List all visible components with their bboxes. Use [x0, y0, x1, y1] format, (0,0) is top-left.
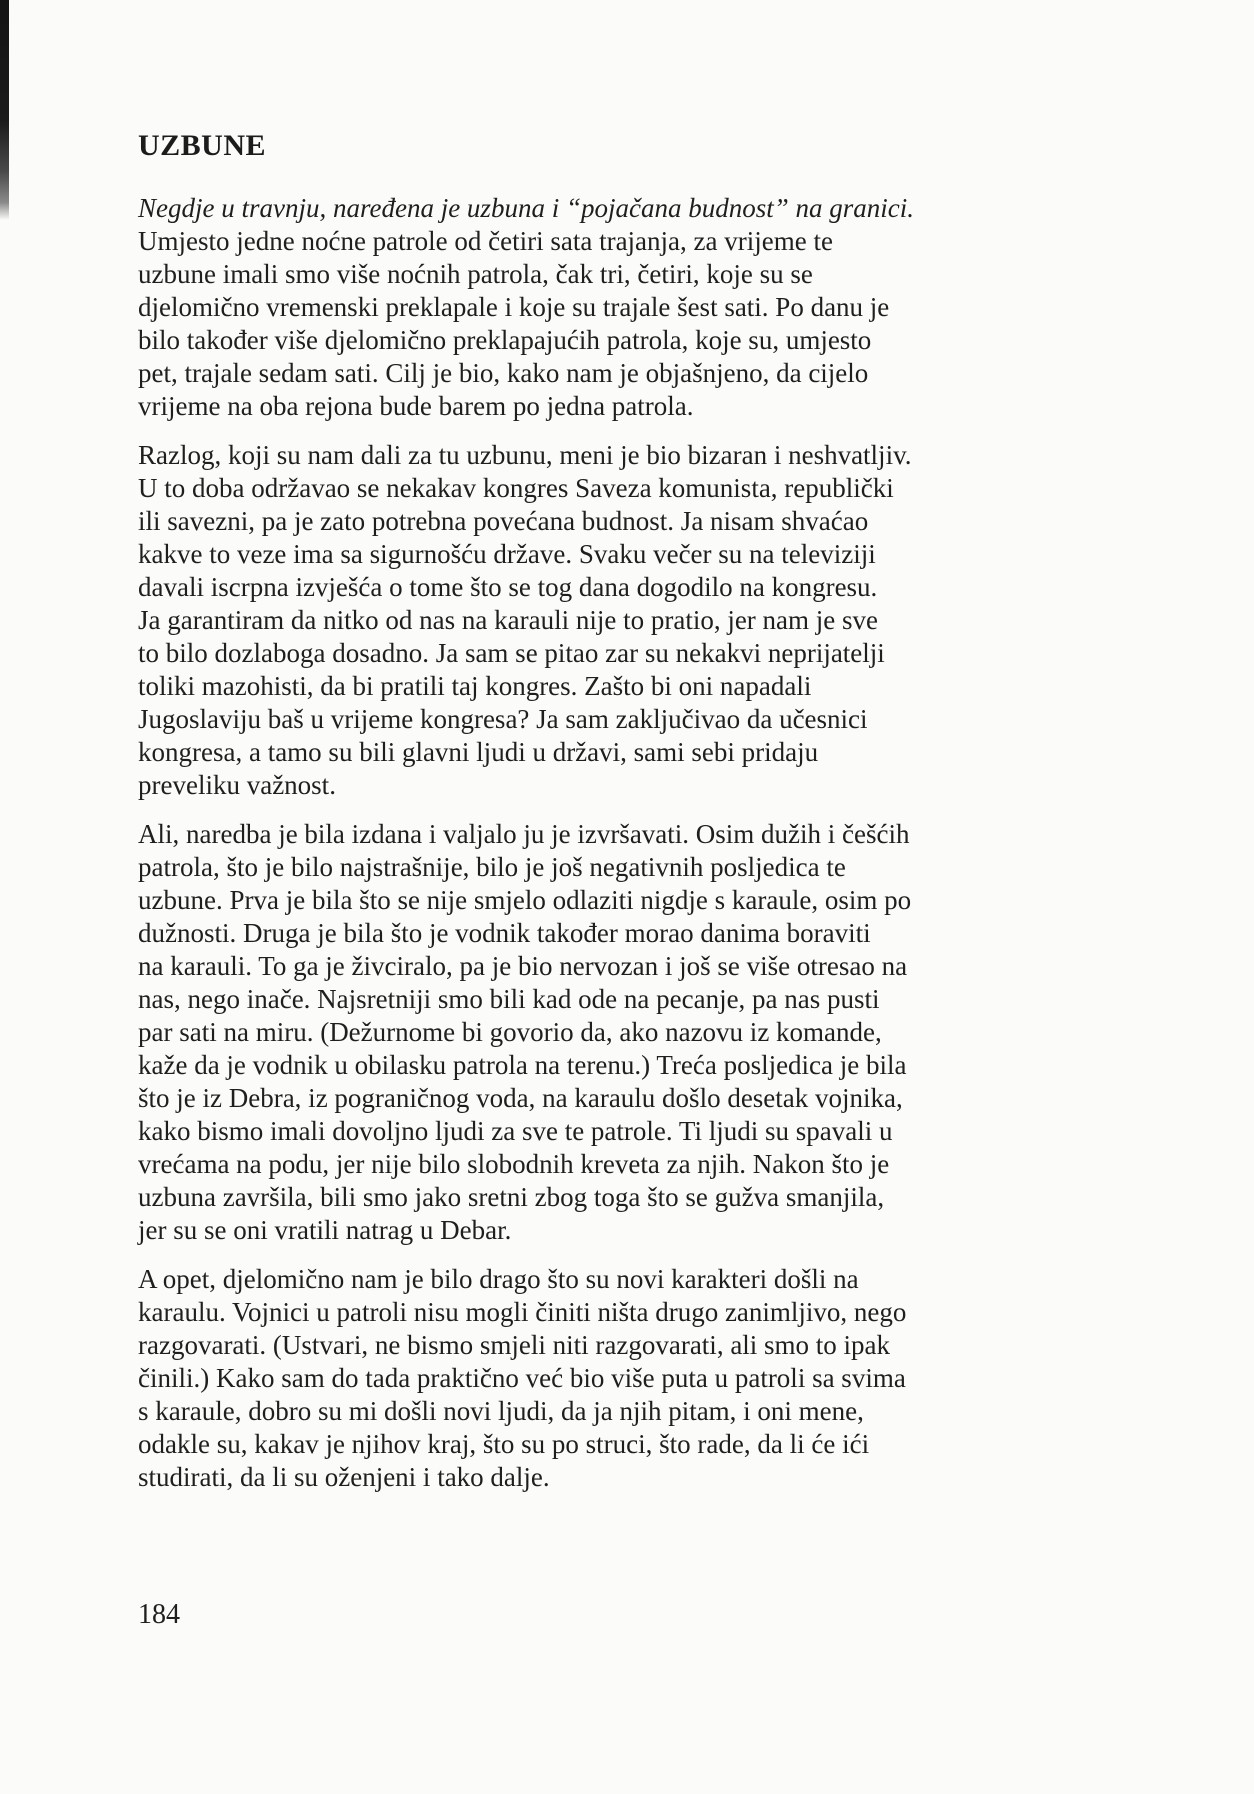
text-line: Ali, naredba je bila izdana i valjalo ju je izvršavati. Osim dužih i češćih	[138, 819, 910, 849]
chapter-title: UZBUNE	[138, 129, 267, 162]
text-line: studirati, da li su oženjeni i tako dalje.	[138, 1462, 550, 1492]
paragraph	[138, 818, 1128, 1247]
text-line: dužnosti. Druga je bila što je vodnik također morao danima boraviti	[138, 918, 871, 948]
text-line: U to doba održavao se nekakav kongres Saveza komunista, republički	[138, 473, 894, 503]
text-line: ili savezni, pa je zato potrebna povećana budnost. Ja nisam shvaćao	[138, 506, 869, 536]
text-line: Jugoslaviju baš u vrijeme kongresa? Ja sam zaključivao da učesnici	[138, 704, 868, 734]
text-line: par sati na miru. (Dežurnome bi govorio da, ako nazovu iz komande,	[138, 1017, 882, 1047]
text-line: patrola, što je bilo najstrašnije, bilo je još negativnih posljedica te	[138, 852, 846, 882]
text-line: bilo također više djelomično preklapajućih patrola, koje su, umjesto	[138, 325, 872, 355]
text-line: što je iz Debra, iz pograničnog voda, na karaulu došlo desetak vojnika,	[138, 1083, 903, 1113]
text-line: davali iscrpna izvješća o tome što se tog dana dogodilo na kongresu.	[138, 572, 878, 602]
text-line: Ja garantiram da nitko od nas na karauli nije to pratio, jer nam je sve	[138, 605, 879, 635]
text-line: uzbuna završila, bili smo jako sretni zbog toga što se gužva smanjila,	[138, 1182, 885, 1212]
text-line: toliki mazohisti, da bi pratili taj kongres. Zašto bi oni napadali	[138, 671, 812, 701]
text-line: kaže da je vodnik u obilasku patrola na terenu.) Treća posljedica je bila	[138, 1050, 907, 1080]
text-line: kakve to veze ima sa sigurnošću države. Svaku večer su na televiziji	[138, 539, 876, 569]
text-line: razgovarati. (Ustvari, ne bismo smjeli niti razgovarati, ali smo to ipak	[138, 1330, 891, 1360]
text-line: vrećama na podu, jer nije bilo slobodnih kreveta za njih. Nakon što je	[138, 1149, 890, 1179]
text-line: A opet, djelomično nam je bilo drago što su novi karakteri došli na	[138, 1264, 859, 1294]
text-line: jer su se oni vratili natrag u Debar.	[138, 1215, 512, 1245]
text-line: činili.) Kako sam do tada praktično već bio više puta u patroli sa svima	[138, 1363, 906, 1393]
text-line: uzbune imali smo više noćnih patrola, čak tri, četiri, koje su se	[138, 259, 813, 289]
text-line: odakle su, kakav je njihov kraj, što su po struci, što rade, da li će ići	[138, 1429, 870, 1459]
text-line: karaulu. Vojnici u patroli nisu mogli činiti ništa drugo zanimljivo, nego	[138, 1297, 907, 1327]
text-line: na karauli. To ga je živciralo, pa je bio nervozan i još se više otresao na	[138, 951, 908, 981]
text-line: nas, nego inače. Najsretniji smo bili kad ode na pecanje, pa nas pusti	[138, 984, 880, 1014]
text-line: vrijeme na oba rejona bude barem po jedna patrola.	[138, 391, 694, 421]
paragraph	[138, 1263, 1128, 1494]
text-line: Umjesto jedne noćne patrole od četiri sata trajanja, za vrijeme te	[138, 226, 833, 256]
text-line: djelomično vremenski preklapale i koje su trajale šest sati. Po danu je	[138, 292, 890, 322]
page-content	[138, 130, 1128, 1494]
paragraph	[138, 192, 1128, 423]
text-line: to bilo dozlaboga dosadno. Ja sam se pitao zar su nekakvi neprijatelji	[138, 638, 885, 668]
page-number: 184	[138, 1599, 180, 1630]
text-line: kongresa, a tamo su bili glavni ljudi u državi, sami sebi pridaju	[138, 737, 819, 767]
page-edge-shadow	[0, 0, 9, 220]
text-line: pet, trajale sedam sati. Cilj je bio, kako nam je objašnjeno, da cijelo	[138, 358, 869, 388]
text-line: Razlog, koji su nam dali za tu uzbunu, meni je bio bizaran i neshvatljiv.	[138, 440, 912, 470]
text-line: uzbune. Prva je bila što se nije smjelo odlaziti nigdje s karaule, osim po	[138, 885, 912, 915]
text-line: Negdje u travnju, naređena je uzbuna i “pojačana budnost” na granici.	[138, 193, 914, 223]
text-line: kako bismo imali dovoljno ljudi za sve te patrole. Ti ljudi su spavali u	[138, 1116, 893, 1146]
text-line: preveliku važnost.	[138, 770, 336, 800]
paragraph	[138, 439, 1128, 802]
text-line: s karaule, dobro su mi došli novi ljudi, da ja njih pitam, i oni mene,	[138, 1396, 864, 1426]
body-text	[138, 192, 1128, 1494]
